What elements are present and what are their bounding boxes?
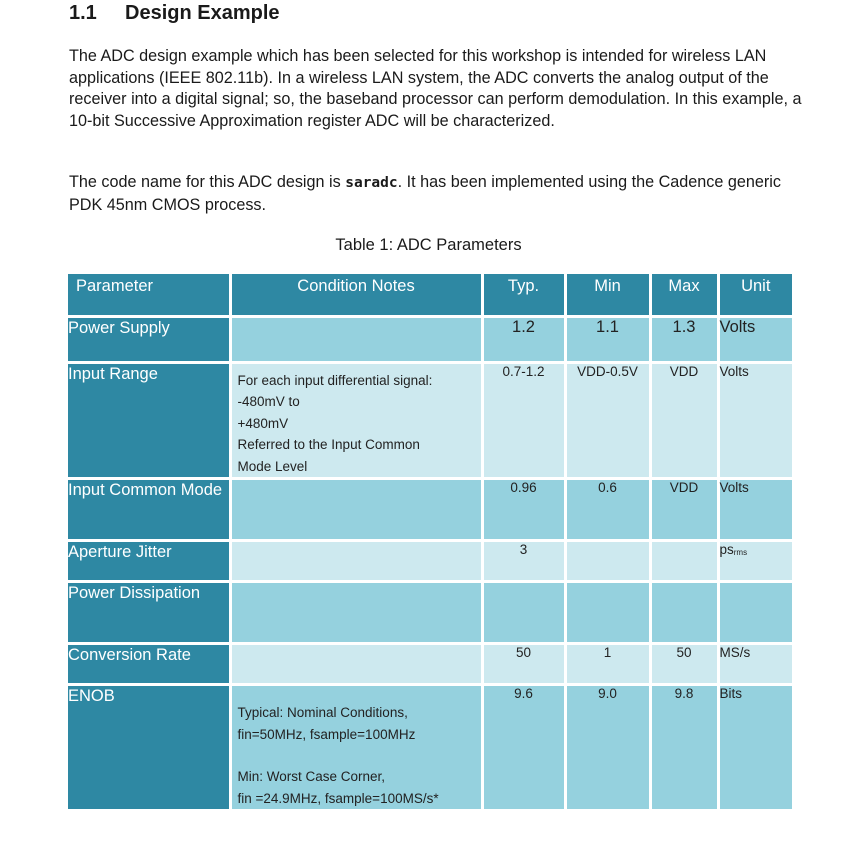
row-max: 9.8 <box>650 685 718 811</box>
row-condition-notes <box>230 362 482 479</box>
row-parameter: Input Range <box>68 362 230 479</box>
table-row <box>68 479 792 541</box>
codename-text-after: . It has been implemented using the Cadence generic PDK 45nm CMOS process. <box>69 173 781 214</box>
row-min <box>565 582 650 644</box>
table-row <box>68 644 792 685</box>
table-row <box>68 685 792 811</box>
row-condition-notes <box>230 541 482 582</box>
section-title: Design Example <box>125 2 280 24</box>
codename-code: saradc <box>345 175 398 191</box>
condition-note-line <box>238 745 477 766</box>
codename-paragraph <box>69 172 809 216</box>
row-condition-notes <box>230 479 482 541</box>
row-min <box>565 541 650 582</box>
unit-text: ps <box>719 542 734 557</box>
row-min: 1.1 <box>565 316 650 362</box>
row-unit <box>718 316 792 362</box>
table-header-row <box>68 274 792 316</box>
condition-note-line: Referred to the Input Common <box>237 437 420 452</box>
unit-text: Volts <box>719 480 749 495</box>
row-typ: 0.96 <box>482 479 565 541</box>
row-condition-notes <box>230 582 482 644</box>
table-row <box>68 362 792 479</box>
intro-paragraph: The ADC design example which has been selected for this workshop is intended for wireless LAN applications (IEEE 802.11b). In a wireless LAN system, the ADC converts the analog output of the receiver into a digital signal; so, the baseband processor can perform demodulation. In this example, a 10-bit Successive Approximation register ADC will be characterized. <box>69 47 802 130</box>
row-typ: 1.2 <box>482 316 565 362</box>
condition-note-line: For each input differential signal: <box>237 372 433 388</box>
section-number: 1.1 <box>69 2 97 24</box>
unit-text: Volts <box>719 317 756 336</box>
row-typ: 3 <box>482 541 565 582</box>
row-parameter: Aperture Jitter <box>68 541 230 582</box>
row-condition-notes <box>230 644 482 685</box>
row-max: VDD <box>650 479 718 541</box>
condition-note-line: +480mV <box>237 415 289 431</box>
row-parameter: ENOB <box>68 685 230 811</box>
row-unit <box>718 685 792 811</box>
row-unit <box>718 582 792 644</box>
row-condition-notes <box>230 316 482 362</box>
header-unit: Unit <box>718 274 792 316</box>
header-condition-notes: Condition Notes <box>230 274 482 316</box>
row-typ: 0.7-1.2 <box>482 362 565 479</box>
row-min: VDD-0.5V <box>565 362 650 479</box>
row-min: 0.6 <box>565 479 650 541</box>
unit-text: Volts <box>719 363 749 379</box>
section-heading <box>69 2 280 25</box>
condition-note-line: -480mV to <box>237 394 300 409</box>
condition-note-line: fin=50MHz, fsample=100MHz <box>237 726 416 742</box>
row-parameter: Conversion Rate <box>68 644 230 685</box>
header-parameter: Parameter <box>68 274 230 316</box>
unit-subscript: rms <box>733 548 748 557</box>
row-min: 9.0 <box>565 685 650 811</box>
row-min: 1 <box>565 644 650 685</box>
row-typ <box>482 582 565 644</box>
table-row <box>68 541 792 582</box>
row-max: VDD <box>650 362 718 479</box>
row-unit <box>718 479 792 541</box>
row-parameter: Input Common Mode <box>68 479 230 541</box>
header-min: Min <box>565 274 650 316</box>
table-row <box>68 316 792 362</box>
condition-note-line: Typical: Nominal Conditions, <box>237 705 408 720</box>
unit-text: MS/s <box>719 645 751 660</box>
row-unit <box>718 644 792 685</box>
row-unit <box>718 362 792 479</box>
row-condition-notes <box>230 685 482 811</box>
adc-parameters-table <box>68 274 792 812</box>
codename-text-before: The code name for this ADC design is <box>69 173 346 191</box>
row-max <box>650 541 718 582</box>
table-caption <box>0 236 863 255</box>
condition-note-line: fin =24.9MHz, fsample=100MS/s* <box>237 790 439 806</box>
row-typ: 50 <box>482 644 565 685</box>
row-max: 50 <box>650 644 718 685</box>
condition-note-line: Mode Level <box>237 458 308 474</box>
row-max <box>650 582 718 644</box>
row-typ: 9.6 <box>482 685 565 811</box>
row-parameter: Power Dissipation <box>68 582 230 644</box>
table-row <box>68 582 792 644</box>
row-parameter: Power Supply <box>68 316 230 362</box>
row-max: 1.3 <box>650 316 718 362</box>
unit-text: Bits <box>719 686 743 701</box>
row-unit <box>718 541 792 582</box>
header-max: Max <box>650 274 718 316</box>
table-caption-text: Table 1: ADC Parameters <box>335 236 522 254</box>
condition-note-line: Min: Worst Case Corner, <box>237 769 386 784</box>
header-typ: Typ. <box>482 274 565 316</box>
